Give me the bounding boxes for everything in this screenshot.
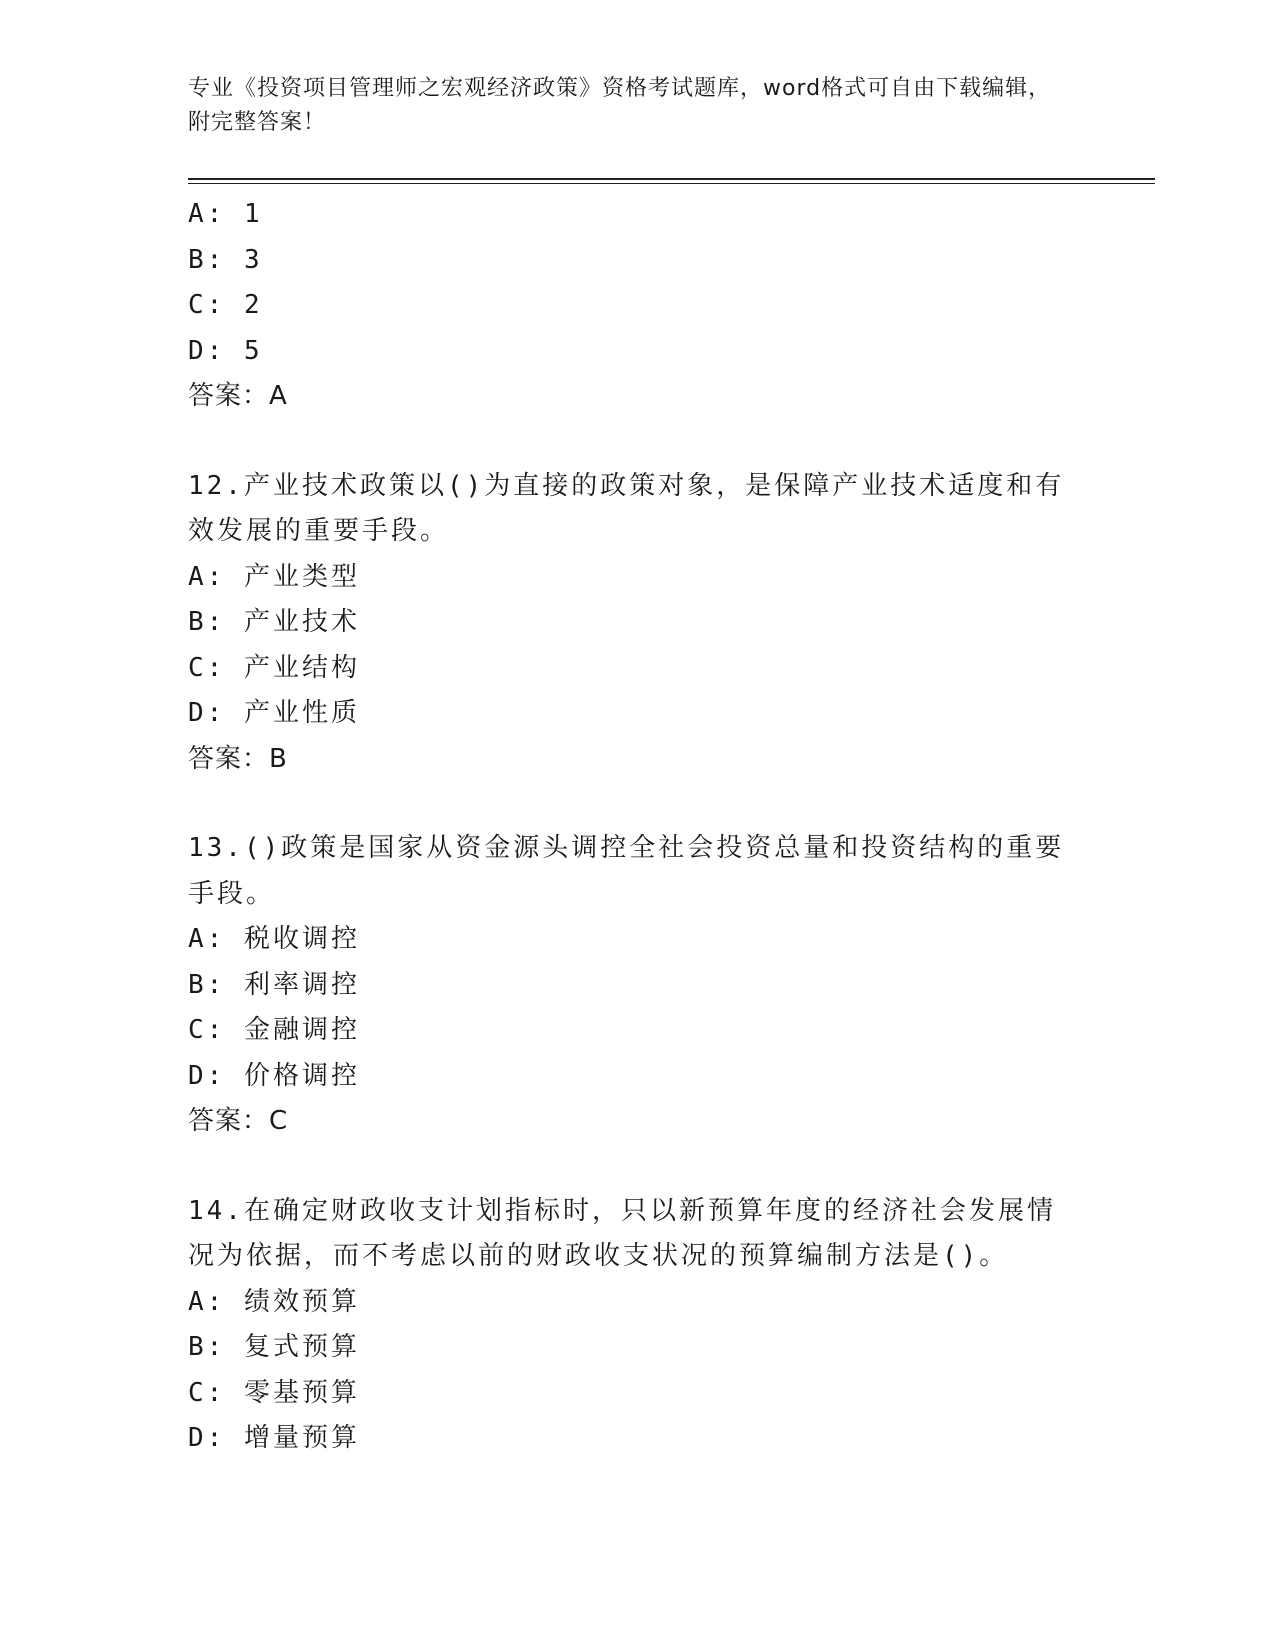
option-d: D: 价格调控	[188, 1060, 360, 1091]
question-stem: 14.在确定财政收支计划指标时，只以新预算年度的经济社会发展情况为依据，而不考虑以前的财政收支状况的预算编制方法是()。	[188, 1195, 1056, 1271]
option-c: C: 产业结构	[188, 652, 360, 683]
question-list	[188, 192, 1088, 1462]
option-b: B: 利率调控	[188, 969, 360, 1000]
question-stem: 13.()政策是国家从资金源头调控全社会投资总量和投资结构的重要手段。	[188, 833, 1065, 909]
option-c: C: 金融调控	[188, 1015, 360, 1045]
option-b: B: 3	[188, 244, 263, 275]
option-b: B: 复式预算	[188, 1332, 360, 1362]
header-divider	[188, 178, 1155, 184]
option-c: C: 2	[188, 290, 263, 320]
answer-line: 答案：B	[188, 743, 288, 774]
option-d: D: 5	[188, 335, 263, 366]
question-block-12	[188, 464, 1088, 783]
option-a: A: 税收调控	[188, 924, 360, 954]
answer-line: 答案：A	[188, 381, 288, 411]
question-block-11	[188, 192, 1088, 420]
question-block-14	[188, 1189, 1088, 1462]
question-stem: 12.产业技术政策以()为直接的政策对象，是保障产业技术适度和有效发展的重要手段。	[188, 470, 1065, 546]
document-header: 专业《投资项目管理师之宏观经济政策》资格考试题库，word格式可自由下载编辑，附完整答案！	[188, 76, 1052, 135]
option-b: B: 产业技术	[188, 607, 360, 637]
option-c: C: 零基预算	[188, 1377, 360, 1408]
option-a: A: 1	[188, 199, 263, 229]
option-d: D: 产业性质	[188, 698, 360, 728]
option-a: A: 绩效预算	[188, 1286, 360, 1317]
option-a: A: 产业类型	[188, 561, 360, 592]
answer-line: 答案：C	[188, 1106, 289, 1136]
option-d: D: 增量预算	[188, 1423, 360, 1453]
question-block-13	[188, 826, 1088, 1145]
